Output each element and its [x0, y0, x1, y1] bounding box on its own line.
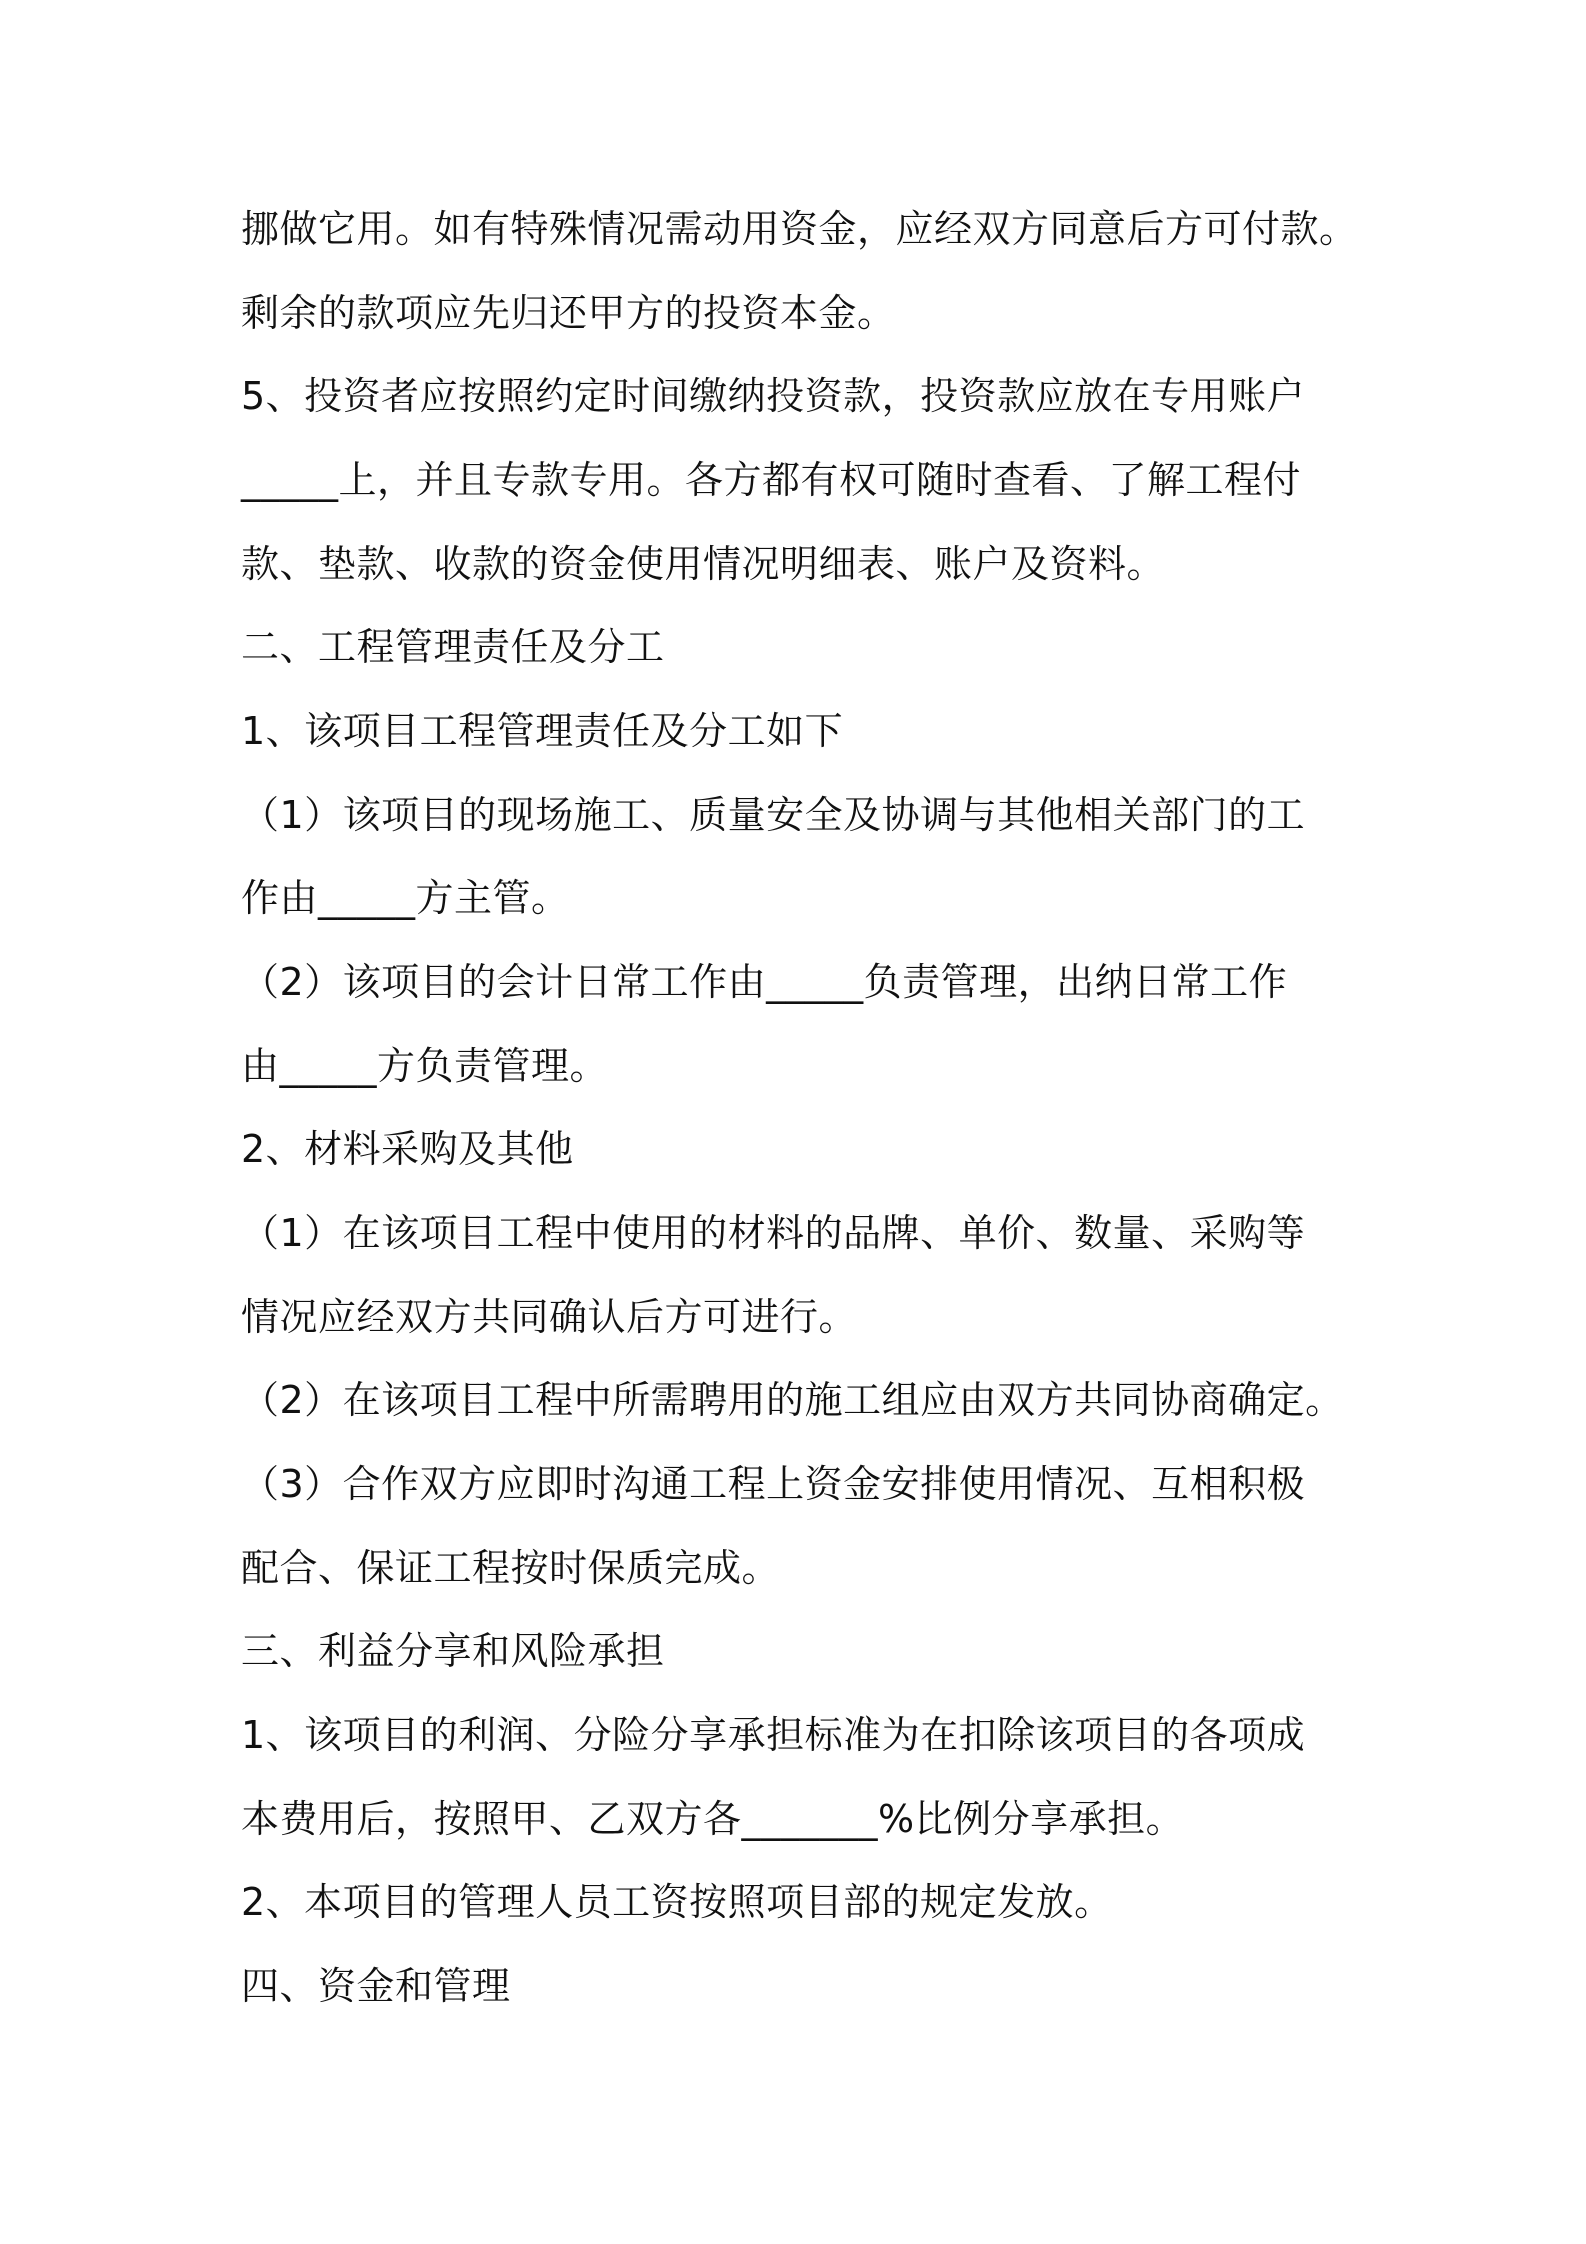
section-heading: 三、利益分享和风险承担 — [241, 1629, 665, 1673]
text-line: （1）该项目的现场施工、质量安全及协调与其他相关部门的工 — [241, 793, 1306, 837]
text-line: （2）在该项目工程中所需聘用的施工组应由双方共同协商确定。 — [241, 1378, 1344, 1422]
section-heading: 四、资金和管理 — [241, 1964, 511, 2008]
text-line: 款、垫款、收款的资金使用情况明细表、账户及资料。 — [241, 542, 1166, 586]
text-line: 挪做它用。如有特殊情况需动用资金，应经双方同意后方可付款。 — [241, 207, 1358, 251]
text-line: 2、材料采购及其他 — [241, 1127, 574, 1171]
text-line: 1、该项目工程管理责任及分工如下 — [241, 709, 844, 753]
text-line: 1、该项目的利润、分险分享承担标准为在扣除该项目的各项成 — [241, 1713, 1306, 1757]
text-line: （2）该项目的会计日常工作由_____负责管理，出纳日常工作 — [241, 960, 1288, 1004]
text-line: 由_____方负责管理。 — [241, 1044, 609, 1088]
text-line: 情况应经双方共同确认后方可进行。 — [241, 1295, 858, 1339]
text-line: （1）在该项目工程中使用的材料的品牌、单价、数量、采购等 — [241, 1211, 1306, 1255]
section-heading: 二、工程管理责任及分工 — [241, 625, 665, 669]
text-line: 5、投资者应按照约定时间缴纳投资款，投资款应放在专用账户 — [241, 374, 1306, 418]
text-line: 作由_____方主管。 — [241, 876, 570, 920]
text-line: _____上，并且专款专用。各方都有权可随时查看、了解工程付 — [241, 458, 1302, 502]
text-line: 配合、保证工程按时保质完成。 — [241, 1546, 781, 1590]
text-line: 本费用后，按照甲、乙双方各_______%比例分享承担。 — [241, 1797, 1185, 1841]
text-line: 剩余的款项应先归还甲方的投资本金。 — [241, 291, 896, 335]
text-line: 2、本项目的管理人员工资按照项目部的规定发放。 — [241, 1880, 1113, 1924]
text-line: （3）合作双方应即时沟通工程上资金安排使用情况、互相积极 — [241, 1462, 1306, 1506]
